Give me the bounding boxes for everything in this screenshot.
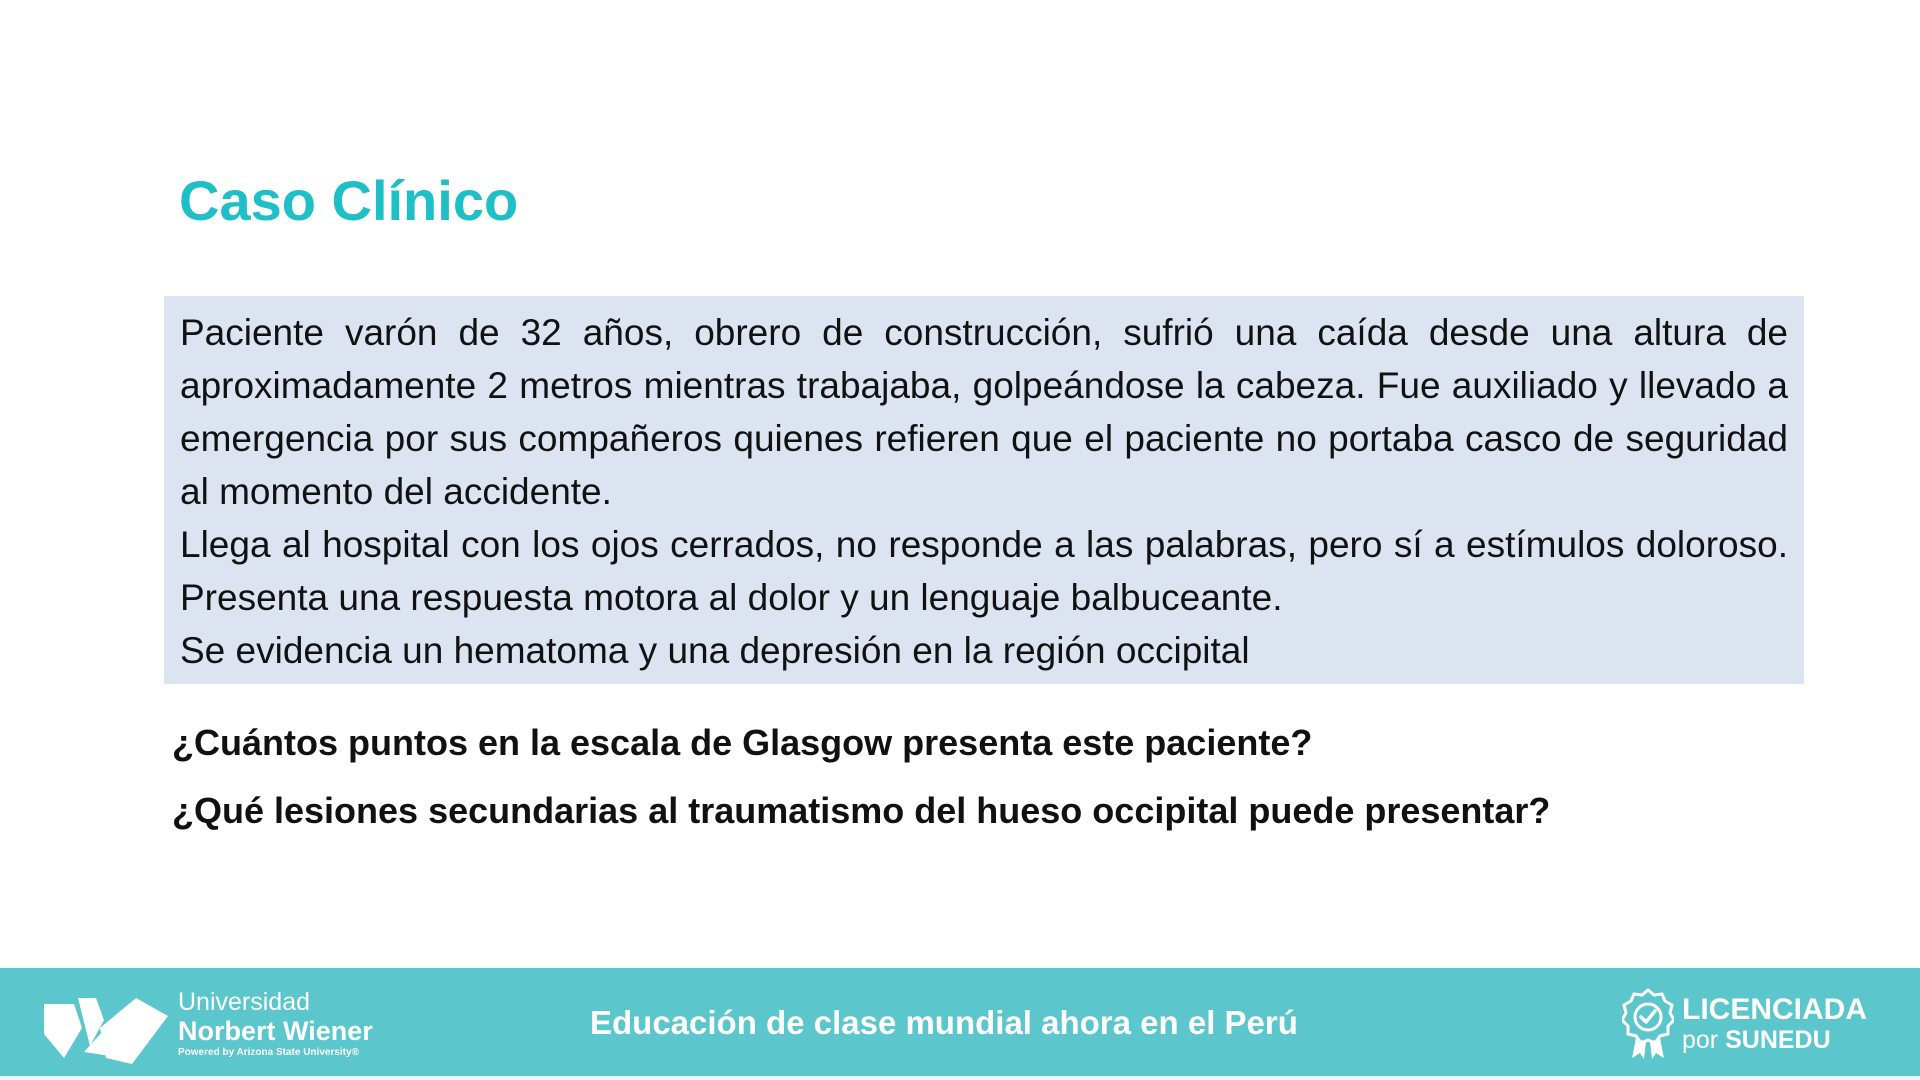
footer-bottom-strip xyxy=(0,1076,1920,1080)
license-line1: LICENCIADA xyxy=(1682,993,1867,1026)
question-glasgow: ¿Cuántos puntos en la escala de Glasgow presenta este paciente? xyxy=(172,722,1313,763)
case-paragraph: Se evidencia un hematoma y una depresión en la región occipital xyxy=(180,630,1250,671)
questions-list xyxy=(172,718,1812,854)
sunedu-seal-icon xyxy=(1622,988,1674,1060)
university-name xyxy=(178,988,373,1060)
university-line2: Norbert Wiener xyxy=(178,1016,373,1046)
sunedu-text xyxy=(1682,994,1867,1054)
question-occipital-lesions: ¿Qué lesiones secundarias al traumatismo del hueso occipital puede presentar? xyxy=(172,790,1551,831)
university-line1: Universidad xyxy=(178,988,311,1016)
license-prefix: por xyxy=(1682,1026,1719,1054)
case-paragraph: Paciente varón de 32 años, obrero de construcción, sufrió una caída desde una altura de aproximadamente 2 metros mientras trabajaba, golpeándose la cabeza. Fue auxiliado y llevado a emergencia por sus compañeros quienes refieren que el paciente no portaba casco de seguridad al momento del accidente. xyxy=(180,312,1788,512)
license-sunedu: SUNEDU xyxy=(1725,1026,1831,1054)
footer-tagline: Educación de clase mundial ahora en el Perú xyxy=(590,1004,1298,1041)
license-line2 xyxy=(1682,1026,1867,1054)
norbert-wiener-logo-icon xyxy=(44,998,168,1064)
footer-band xyxy=(0,968,1920,1080)
slide-title: Caso Clínico xyxy=(179,169,519,232)
sunedu-license xyxy=(1622,988,1902,1068)
university-powered-by: Powered by Arizona State University® xyxy=(178,1047,359,1058)
case-paragraph: Llega al hospital con los ojos cerrados, no responde a las palabras, pero sí a estímulos doloroso. Presenta una respuesta motora al dolor y un lenguaje balbuceante. xyxy=(180,524,1788,618)
university-logo xyxy=(44,988,384,1068)
case-description-box xyxy=(164,296,1804,684)
